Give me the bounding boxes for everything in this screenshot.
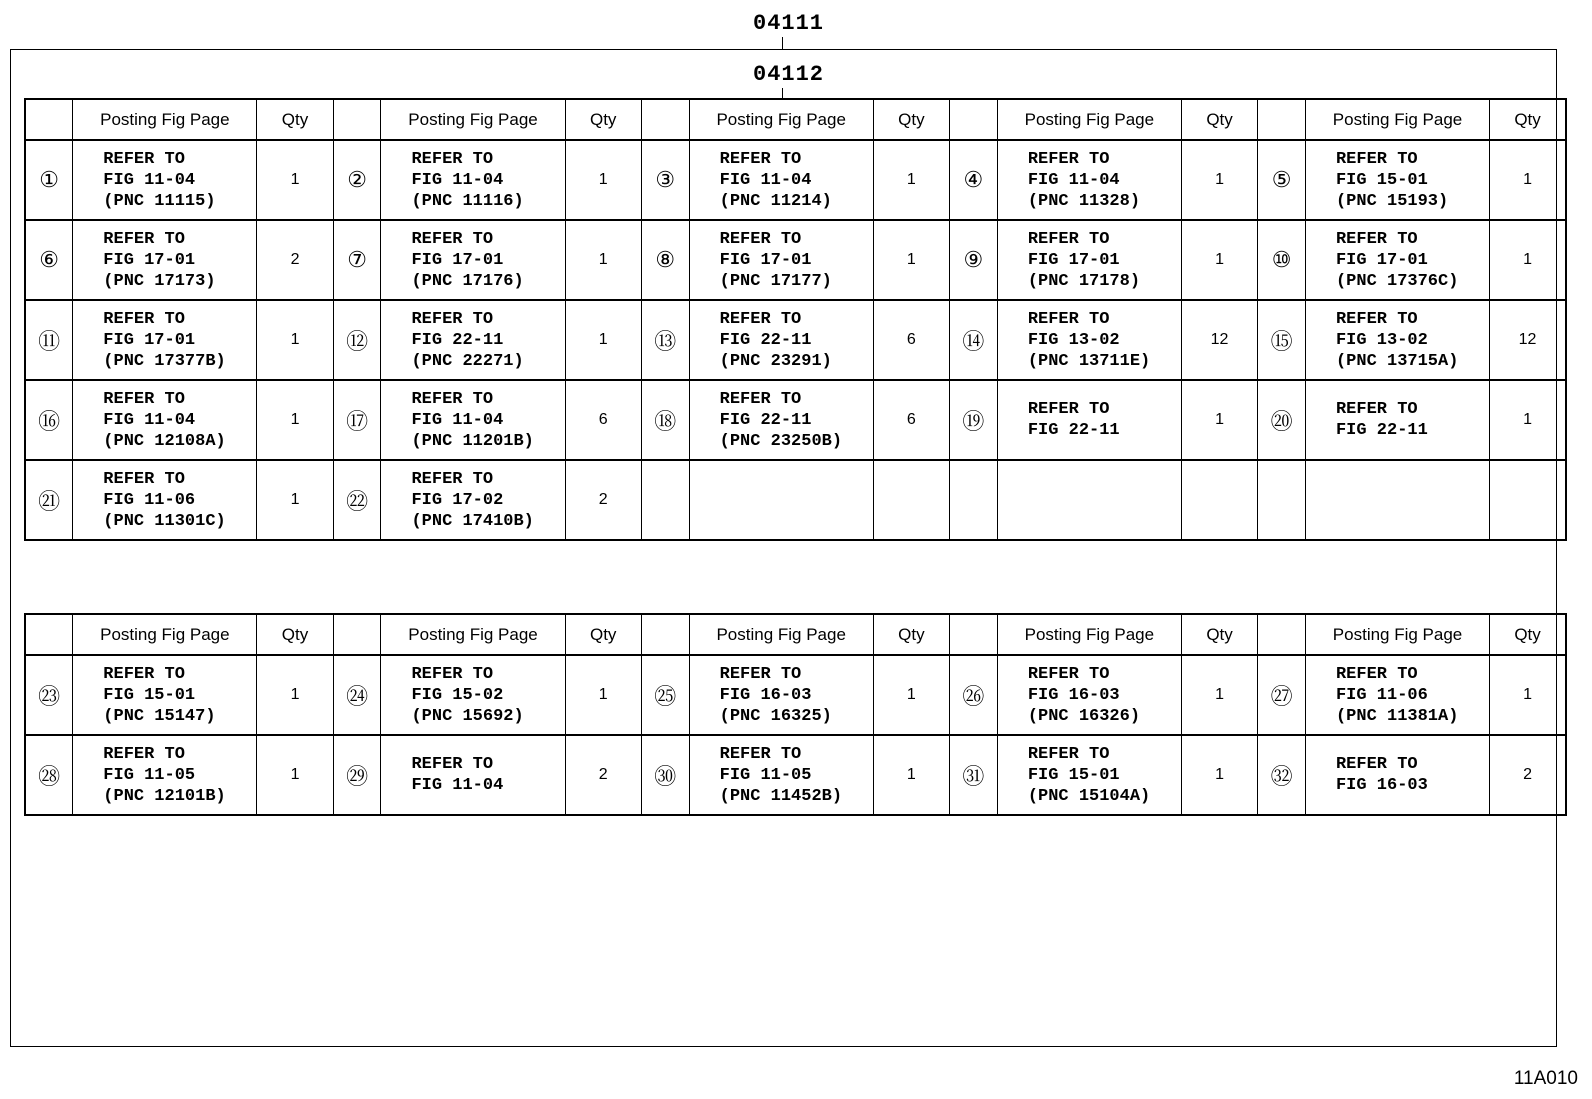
qty-value: 1 — [565, 140, 641, 220]
qty-value: 12 — [1181, 300, 1257, 380]
posting-reference — [73, 140, 257, 220]
qty-value: 6 — [565, 380, 641, 460]
reference-line: REFER TO — [411, 149, 494, 169]
reference-line: REFER TO — [103, 149, 185, 169]
qty-value: 2 — [565, 460, 641, 540]
leader-line-04112 — [782, 88, 783, 98]
posting-reference — [73, 460, 257, 540]
item-number: ㉚ — [641, 735, 689, 815]
item-number: ㉔ — [333, 655, 381, 735]
posting-reference — [997, 380, 1181, 460]
header-posting-fig-page: Posting Fig Page — [381, 99, 565, 140]
reference-line: REFER TO — [411, 664, 494, 684]
reference-line: REFER TO — [103, 309, 185, 329]
reference-line: FIG 22-11 — [1335, 421, 1428, 440]
item-number: ㉑ — [25, 460, 73, 540]
reference-line: (PNC 11301C) — [103, 511, 226, 531]
item-number: ㉛ — [950, 735, 998, 815]
reference-line: REFER TO — [719, 744, 802, 764]
posting-reference — [381, 380, 565, 460]
item-number: ⑪ — [25, 300, 73, 380]
item-number: ⑧ — [641, 220, 689, 300]
reference-line: FIG 16-03 — [719, 685, 812, 705]
posting-reference — [381, 735, 565, 815]
table-row — [25, 380, 1566, 460]
reference-line: (PNC 17410B) — [411, 511, 534, 531]
item-number: ⑮ — [1258, 300, 1306, 380]
assembly-label-04112: 04112 — [753, 62, 825, 87]
reference-line: FIG 17-01 — [103, 330, 196, 350]
header-qty: Qty — [257, 614, 333, 655]
posting-reference — [689, 300, 873, 380]
reference-line: (PNC 11116) — [411, 191, 524, 211]
reference-line: (PNC 12108A) — [103, 431, 226, 451]
leader-line-04111 — [782, 37, 783, 49]
posting-reference — [1305, 735, 1489, 815]
posting-reference — [73, 300, 257, 380]
posting-reference — [997, 460, 1181, 540]
header-posting-fig-page: Posting Fig Page — [381, 614, 565, 655]
reference-line: (PNC 15692) — [411, 706, 524, 726]
parts-table-2 — [24, 613, 1567, 816]
reference-line: FIG 11-04 — [1027, 170, 1120, 190]
posting-reference — [1305, 300, 1489, 380]
header-number-cell — [333, 99, 381, 140]
reference-line: REFER TO — [1027, 400, 1110, 419]
reference-line: (PNC 15104A) — [1027, 786, 1151, 806]
header-row — [25, 614, 1566, 655]
posting-reference — [997, 220, 1181, 300]
posting-reference — [997, 735, 1181, 815]
header-posting-fig-page: Posting Fig Page — [73, 614, 257, 655]
reference-line: FIG 15-01 — [103, 685, 196, 705]
item-number: ⑨ — [950, 220, 998, 300]
header-qty: Qty — [1490, 614, 1566, 655]
header-number-cell — [25, 614, 73, 655]
header-qty: Qty — [1490, 99, 1566, 140]
reference-line: (PNC 16325) — [719, 706, 832, 726]
posting-reference — [381, 655, 565, 735]
posting-reference — [73, 380, 257, 460]
reference-line: REFER TO — [411, 389, 494, 409]
reference-line: REFER TO — [1335, 229, 1418, 249]
reference-line: FIG 11-04 — [411, 410, 504, 430]
reference-line: (PNC 11115) — [103, 191, 216, 211]
reference-line: FIG 15-01 — [1027, 765, 1120, 785]
reference-line: REFER TO — [719, 309, 802, 329]
reference-line: (PNC 13711E) — [1027, 351, 1151, 371]
reference-line: REFER TO — [1335, 755, 1418, 774]
header-number-cell — [1258, 614, 1306, 655]
reference-line: REFER TO — [1027, 229, 1110, 249]
header-posting-fig-page: Posting Fig Page — [689, 614, 873, 655]
reference-line: (PNC 11381A) — [1335, 706, 1459, 726]
qty-value: 1 — [1181, 380, 1257, 460]
item-number: ⑱ — [641, 380, 689, 460]
reference-line: (PNC 11201B) — [411, 431, 534, 451]
reference-line: (PNC 13715A) — [1335, 351, 1459, 371]
reference-line: FIG 16-03 — [1027, 685, 1120, 705]
table-row — [25, 460, 1566, 540]
qty-value: 1 — [257, 460, 333, 540]
item-number: ⑩ — [1258, 220, 1306, 300]
reference-line: REFER TO — [103, 469, 185, 489]
qty-value: 1 — [565, 655, 641, 735]
header-qty: Qty — [1181, 614, 1257, 655]
posting-reference — [73, 735, 257, 815]
reference-line: REFER TO — [1027, 744, 1110, 764]
reference-line: REFER TO — [411, 229, 494, 249]
item-number: ③ — [641, 140, 689, 220]
table-row — [25, 140, 1566, 220]
reference-line: FIG 15-02 — [411, 685, 504, 705]
header-posting-fig-page: Posting Fig Page — [997, 614, 1181, 655]
reference-line: REFER TO — [411, 469, 494, 489]
reference-line: (PNC 17177) — [719, 271, 832, 291]
posting-reference — [1305, 220, 1489, 300]
header-number-cell — [25, 99, 73, 140]
qty-value: 1 — [257, 735, 333, 815]
reference-line: FIG 22-11 — [719, 410, 812, 430]
posting-reference — [73, 655, 257, 735]
qty-value: 1 — [1490, 655, 1566, 735]
header-posting-fig-page: Posting Fig Page — [1305, 614, 1489, 655]
item-number: ⑦ — [333, 220, 381, 300]
item-number: ⑰ — [333, 380, 381, 460]
header-posting-fig-page: Posting Fig Page — [997, 99, 1181, 140]
qty-value: 1 — [1490, 140, 1566, 220]
qty-value: 2 — [257, 220, 333, 300]
assembly-label-04111: 04111 — [753, 11, 825, 36]
item-number: ⑳ — [1258, 380, 1306, 460]
reference-line: REFER TO — [1027, 309, 1110, 329]
qty-value: 1 — [565, 300, 641, 380]
table-row — [25, 220, 1566, 300]
qty-value: 1 — [1181, 655, 1257, 735]
qty-value — [873, 460, 949, 540]
item-number: ② — [333, 140, 381, 220]
qty-value: 6 — [873, 380, 949, 460]
reference-line: REFER TO — [719, 229, 802, 249]
qty-value — [1181, 460, 1257, 540]
qty-value: 1 — [873, 220, 949, 300]
posting-reference — [997, 140, 1181, 220]
header-number-cell — [950, 614, 998, 655]
reference-line: FIG 17-01 — [103, 250, 196, 270]
item-number: ⑥ — [25, 220, 73, 300]
reference-line: FIG 13-02 — [1027, 330, 1120, 350]
qty-value: 6 — [873, 300, 949, 380]
reference-line: (PNC 22271) — [411, 351, 524, 371]
item-number: ㉜ — [1258, 735, 1306, 815]
item-number: ㉗ — [1258, 655, 1306, 735]
item-number — [1258, 460, 1306, 540]
posting-reference — [381, 460, 565, 540]
posting-reference — [1305, 655, 1489, 735]
reference-line: FIG 11-04 — [103, 410, 196, 430]
reference-line: (PNC 15193) — [1335, 191, 1449, 211]
qty-value: 1 — [257, 380, 333, 460]
qty-value: 1 — [873, 655, 949, 735]
posting-reference — [1305, 460, 1489, 540]
qty-value: 1 — [257, 300, 333, 380]
qty-value: 1 — [565, 220, 641, 300]
header-number-cell — [641, 99, 689, 140]
posting-reference — [381, 300, 565, 380]
reference-line: (PNC 17173) — [103, 271, 216, 291]
parts-table-1 — [24, 98, 1567, 541]
reference-line: REFER TO — [1027, 149, 1110, 169]
reference-line: (PNC 17176) — [411, 271, 524, 291]
posting-reference — [1305, 140, 1489, 220]
reference-line: (PNC 17376C) — [1335, 271, 1459, 291]
header-qty: Qty — [873, 99, 949, 140]
reference-line: REFER TO — [1335, 309, 1418, 329]
header-number-cell — [950, 99, 998, 140]
posting-reference — [997, 300, 1181, 380]
reference-line: FIG 11-04 — [103, 170, 196, 190]
header-qty: Qty — [873, 614, 949, 655]
posting-reference — [73, 220, 257, 300]
item-number: ㉙ — [333, 735, 381, 815]
item-number: ㉕ — [641, 655, 689, 735]
reference-line: FIG 11-05 — [719, 765, 812, 785]
item-number: ① — [25, 140, 73, 220]
reference-line: (PNC 11452B) — [719, 786, 843, 806]
reference-line: REFER TO — [411, 309, 494, 329]
posting-reference — [997, 655, 1181, 735]
reference-line: REFER TO — [1335, 149, 1418, 169]
reference-line: REFER TO — [103, 389, 185, 409]
reference-line: FIG 11-05 — [103, 765, 196, 785]
qty-value: 1 — [1490, 220, 1566, 300]
item-number: ⑭ — [950, 300, 998, 380]
reference-line: FIG 22-11 — [411, 330, 504, 350]
qty-value: 1 — [873, 735, 949, 815]
header-number-cell — [641, 614, 689, 655]
header-number-cell — [1258, 99, 1306, 140]
qty-value: 2 — [565, 735, 641, 815]
reference-line: FIG 13-02 — [1335, 330, 1428, 350]
header-qty: Qty — [257, 99, 333, 140]
reference-line: FIG 22-11 — [1027, 421, 1120, 440]
reference-line: REFER TO — [1335, 664, 1418, 684]
reference-line: (PNC 15147) — [103, 706, 216, 726]
item-number: ㉖ — [950, 655, 998, 735]
qty-value: 1 — [257, 140, 333, 220]
reference-line: (PNC 23291) — [719, 351, 832, 371]
reference-line: REFER TO — [1335, 400, 1418, 419]
posting-reference — [689, 460, 873, 540]
reference-line: FIG 16-03 — [1335, 776, 1428, 795]
qty-value: 1 — [257, 655, 333, 735]
header-posting-fig-page: Posting Fig Page — [1305, 99, 1489, 140]
reference-line: FIG 17-01 — [1335, 250, 1428, 270]
qty-value — [1490, 460, 1566, 540]
reference-line: REFER TO — [719, 664, 802, 684]
header-row — [25, 99, 1566, 140]
qty-value: 1 — [1181, 140, 1257, 220]
posting-reference — [689, 140, 873, 220]
header-posting-fig-page: Posting Fig Page — [689, 99, 873, 140]
header-qty: Qty — [1181, 99, 1257, 140]
reference-line: REFER TO — [411, 755, 494, 774]
reference-line: FIG 11-04 — [719, 170, 812, 190]
posting-reference — [689, 380, 873, 460]
item-number: ⑫ — [333, 300, 381, 380]
item-number: ㉒ — [333, 460, 381, 540]
reference-line: FIG 11-06 — [1335, 685, 1428, 705]
reference-line: FIG 11-04 — [411, 776, 504, 795]
reference-line: REFER TO — [103, 744, 185, 764]
reference-line: REFER TO — [103, 229, 185, 249]
item-number: ⑬ — [641, 300, 689, 380]
posting-reference — [689, 220, 873, 300]
posting-reference — [381, 220, 565, 300]
qty-value: 1 — [1181, 220, 1257, 300]
illustration-code: 11A010 — [1513, 1068, 1578, 1089]
reference-line: (PNC 12101B) — [103, 786, 226, 806]
reference-line: REFER TO — [1027, 664, 1110, 684]
reference-line: FIG 17-01 — [719, 250, 812, 270]
table-row — [25, 300, 1566, 380]
item-number: ㉘ — [25, 735, 73, 815]
qty-value: 12 — [1490, 300, 1566, 380]
reference-line: FIG 15-01 — [1335, 170, 1428, 190]
item-number — [950, 460, 998, 540]
posting-reference — [1305, 380, 1489, 460]
reference-line: (PNC 11328) — [1027, 191, 1141, 211]
table-row — [25, 735, 1566, 815]
qty-value: 1 — [1490, 380, 1566, 460]
item-number — [641, 460, 689, 540]
header-qty: Qty — [565, 614, 641, 655]
reference-line: FIG 17-01 — [411, 250, 504, 270]
item-number: ⑯ — [25, 380, 73, 460]
posting-reference — [689, 655, 873, 735]
header-qty: Qty — [565, 99, 641, 140]
reference-line: REFER TO — [719, 149, 802, 169]
reference-line: (PNC 16326) — [1027, 706, 1141, 726]
reference-line: FIG 17-01 — [1027, 250, 1120, 270]
reference-line: (PNC 11214) — [719, 191, 832, 211]
reference-line: (PNC 17178) — [1027, 271, 1141, 291]
item-number: ⑤ — [1258, 140, 1306, 220]
item-number: ㉓ — [25, 655, 73, 735]
reference-line: REFER TO — [719, 389, 802, 409]
qty-value: 1 — [873, 140, 949, 220]
header-number-cell — [333, 614, 381, 655]
reference-line: (PNC 17377B) — [103, 351, 226, 371]
item-number: ④ — [950, 140, 998, 220]
item-number: ⑲ — [950, 380, 998, 460]
reference-line: (PNC 23250B) — [719, 431, 843, 451]
reference-line: FIG 22-11 — [719, 330, 812, 350]
posting-reference — [381, 140, 565, 220]
table-row — [25, 655, 1566, 735]
posting-reference — [689, 735, 873, 815]
reference-line: REFER TO — [103, 664, 185, 684]
qty-value: 2 — [1490, 735, 1566, 815]
header-posting-fig-page: Posting Fig Page — [73, 99, 257, 140]
reference-line: FIG 17-02 — [411, 490, 504, 510]
qty-value: 1 — [1181, 735, 1257, 815]
reference-line: FIG 11-04 — [411, 170, 504, 190]
reference-line: FIG 11-06 — [103, 490, 196, 510]
